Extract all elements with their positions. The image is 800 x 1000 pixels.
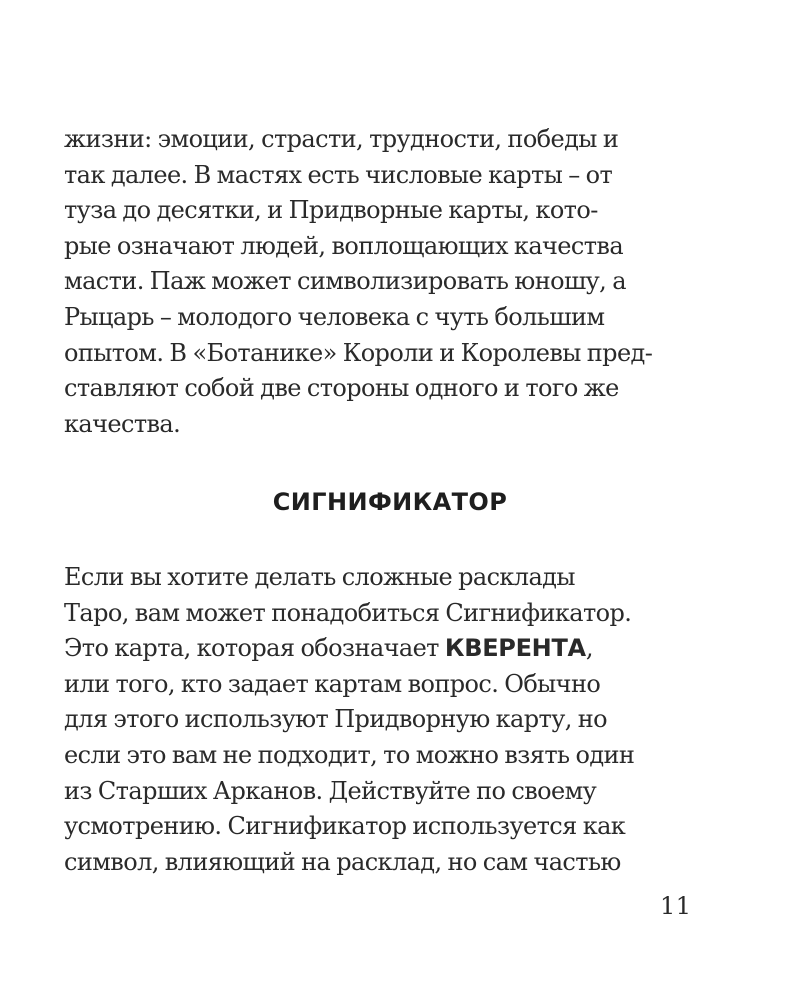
paragraph-2 [64,560,704,880]
text-line: Таро, вам может понадобиться Сигнификатор. [64,598,632,627]
text-line: символ, влияющий на расклад, но сам частью [64,847,621,876]
section-heading: СИГНИФИКАТОР [272,488,508,516]
text-fragment: Это карта, которая обозначает [64,634,445,663]
text-fragment: , [585,634,593,663]
text-line: Если вы хотите делать сложные расклады [64,563,575,591]
text-line: качества. [64,409,181,438]
text-line: ставляют собой две стороны одного и того же [64,374,619,403]
text-line: из Старших Арканов. Действуйте по своему [64,776,597,805]
querent-term: КВЕРЕНТА [444,634,586,663]
text-line: рые означают людей, воплощающих качества [64,231,624,260]
text-line [64,631,704,667]
text-line: или того, кто задает картам вопрос. Обычно [64,669,601,698]
text-line: туза до десятки, и Придворные карты, кото- [64,196,598,225]
text-line: так далее. В мастях есть числовые карты – от [64,160,613,189]
text-line: опытом. В «Ботанике» Короли и Королевы пред- [64,338,653,367]
text-line: жизни: эмоции, страсти, трудности, победы и [64,125,619,153]
text-line: масти. Паж может символизировать юношу, а [64,267,626,296]
text-line: если это вам не подходит, то можно взять один [64,740,635,769]
paragraph-1 [64,122,704,442]
page-number: 11 [660,892,692,920]
text-line: Рыцарь – молодого человека с чуть большим [64,302,605,331]
text-line: для этого используют Придворную карту, но [64,705,608,734]
text-line: усмотрению. Сигнификатор используется как [64,812,626,841]
